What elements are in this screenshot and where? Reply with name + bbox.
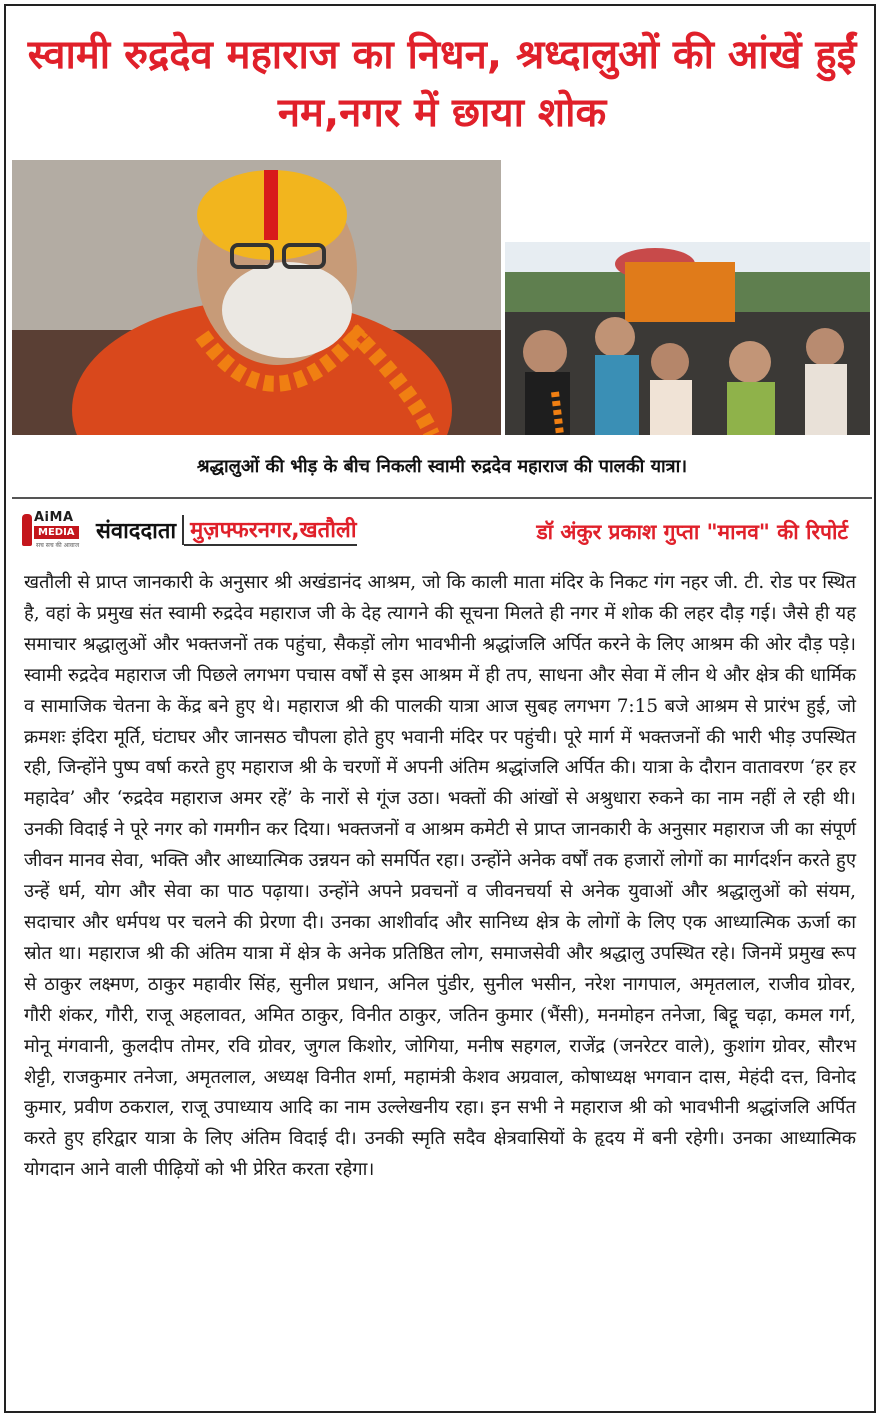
newspaper-clipping xyxy=(4,4,876,1413)
article-body: खतौली से प्राप्त जानकारी के अनुसार श्री अखंडानंद आश्रम, जो कि काली माता मंदिर के निकट गंग नहर जी. टी. रोड पर स्थित है, वहां के प्रमुख संत स्वामी रुद्रदेव महाराज जी के देह त्यागने की सूचना मिलते ही नगर में शोक की लहर दौड़ गई। जैसे ही यह समाचार श्रद्धालुओं और भक्तजनों तक पहुंचा, सैकड़ों लोग भावभीनी श्रद्धांजलि अर्पित करने के लिए आश्रम की ओर दौड़ पड़े। स्वामी रुद्रदेव महाराज जी पिछले लगभग पचास वर्षों से इस आश्रम में ही तप, साधना और सेवा में लीन थे और क्षेत्र की धार्मिक व सामाजिक चेतना के केंद्र बने हुए थे। महाराज श्री की पालकी यात्रा आज सुबह लगभग 7:15 बजे आश्रम से प्रारंभ हुई, जो क्रमशः इंदिरा मूर्ति, घंटाघर और जानसठ चौपला होते हुए भवानी मंदिर पर पहुंची। पूरे मार्ग में भक्तजनों की भारी भीड़ उपस्थित रही, जिन्होंने पुष्प वर्षा करते हुए महाराज श्री के चरणों में अपनी अंतिम श्रद्धांजलि अर्पित की। यात्रा के दौरान वातावरण ‘हर हर महादेव’ और ‘रुद्रदेव महाराज अमर रहें’ के नारों से गूंज उठा। भक्तों की आंखों से अश्रुधारा रुकने का नाम नहीं ले रही थी। उनकी विदाई ने पूरे नगर को गमगीन कर दिया। भक्तजनों व आश्रम कमेटी से प्राप्त जानकारी के अनुसार महाराज जी का संपूर्ण जीवन मानव सेवा, भक्ति और आध्यात्मिक उन्नयन को समर्पित रहा। उन्होंने अनेक वर्षों तक हजारों लोगों का मार्गदर्शन करते हुए उन्हें धर्म, योग और सेवा का पाठ पढ़ाया। उन्होंने अपने प्रवचनों व जीवनचर्या से अनेक युवाओं और श्रद्धालुओं को संयम, सदाचार और धर्मपथ पर चलने की प्रेरणा दी। उनका आशीर्वाद और सानिध्य क्षेत्र के लोगों के लिए एक आध्यात्मिक ऊर्जा का स्रोत था। महाराज श्री की अंतिम यात्रा में क्षेत्र के अनेक प्रतिष्ठित लोग, समाजसेवी और श्रद्धालु उपस्थित रहे। जिनमें प्रमुख रूप से ठाकुर लक्ष्मण, ठाकुर महावीर सिंह, सुनील प्रधान, अनिल पुंडीर, सुनील भसीन, नरेश नागपाल, अमृतलाल, राजीव ग्रोवर, गौरी शंकर, गौरी, राजू अहलावत, अमित ठाकुर, विनीत ठाकुर, जतिन कुमार (भैंसी), मनमोहन तनेजा, बिट्टू चढ़ा, कमल गर्ग, मोनू मंगवानी, कुलदीप तोमर, रवि ग्रोवर, जुगल किशोर, जोगिया, मनीष सहगल, राजेंद्र (जनरेटर वाले), कुशांग ग्रोवर, सौरभ शेट्टी, राजकुमार तनेजा, अमृतलाल, अध्यक्ष विनीत शर्मा, महामंत्री केशव अग्रवाल, कोषाध्यक्ष भगवान दास, मेहंदी दत्त, विनोद कुमार, प्रवीण ठकराल, राजू उपाध्याय आदि का नाम उल्लेखनीय रहा। इन सभी ने महाराज श्री को भावभीनी श्रद्धांजलि अर्पित करते हुए हरिद्वार यात्रा के लिए अंतिम विदाई दी। उनकी स्मृति सदैव क्षेत्रवासियों के हृदय में बनी रहेगी। उनका आध्यात्मिक योगदान आने वाली पीढ़ियों को भी प्रेरित करता रहेगा। xyxy=(24,572,857,1181)
correspondent-label: संवाददाता xyxy=(96,515,184,545)
portrait-illustration xyxy=(12,160,501,435)
headline: स्वामी रुद्रदेव महाराज का निधन, श्रध्दालुओं की आंखें हुईं नम,नगर में छाया शोक xyxy=(27,32,857,136)
divider xyxy=(12,497,872,499)
procession-photo xyxy=(505,242,870,435)
microphone-icon xyxy=(22,514,32,546)
logo-sub: MEDIA xyxy=(34,526,79,539)
logo-tagline: सच सच की आवाज xyxy=(36,542,80,549)
logo-name: AiMA xyxy=(34,510,74,525)
procession-illustration xyxy=(505,242,870,435)
location-label: मुज़फ्फरनगर,खतौली xyxy=(184,514,356,546)
photo-caption: श्रद्धालुओं की भीड़ के बीच निकली स्वामी रुद्रदेव महाराज की पालकी यात्रा। xyxy=(196,456,688,477)
reporter-credit: डॉ अंकुर प्रकाश गुप्ता "मानव" की रिपोर्ट xyxy=(536,520,848,544)
photo-strip xyxy=(12,160,870,440)
byline-correspondent xyxy=(22,510,357,550)
aima-media-logo xyxy=(22,510,92,550)
portrait-photo xyxy=(12,160,501,435)
